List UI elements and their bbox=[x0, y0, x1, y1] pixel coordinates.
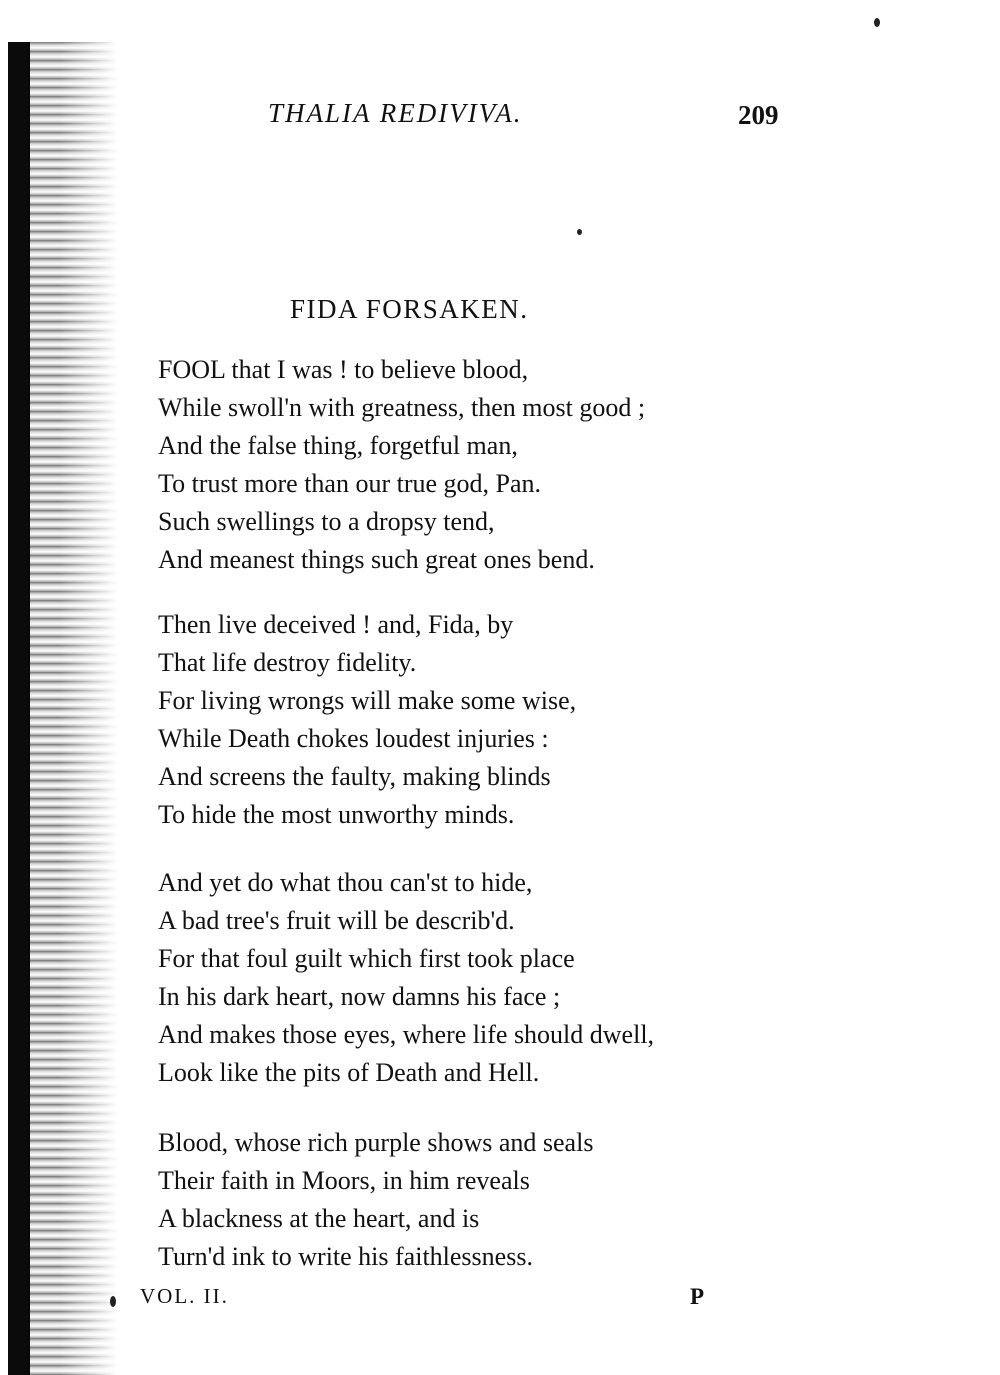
verse-line: To hide the most unworthy minds. bbox=[158, 800, 515, 829]
verse-line: Such swellings to a dropsy tend, bbox=[158, 507, 495, 536]
verse-line: And screens the faulty, making blinds bbox=[158, 762, 551, 791]
stanza bbox=[158, 864, 654, 1092]
verse-line: In his dark heart, now damns his face ; bbox=[158, 982, 561, 1011]
page-number: 209 bbox=[738, 100, 779, 130]
verse-line: To trust more than our true god, Pan. bbox=[158, 469, 542, 498]
running-header-title: THALIA REDIVIVA. bbox=[268, 98, 523, 128]
volume-signature: VOL. II. bbox=[140, 1284, 229, 1308]
verse-line: A blackness at the heart, and is bbox=[158, 1204, 480, 1233]
print-speck bbox=[110, 1296, 116, 1307]
verse-line: Blood, whose rich purple shows and seals bbox=[158, 1128, 594, 1157]
verse-line: For living wrongs will make some wise, bbox=[158, 686, 577, 715]
verse-line: And yet do what thou can'st to hide, bbox=[158, 868, 533, 897]
verse-line: Look like the pits of Death and Hell. bbox=[158, 1058, 540, 1087]
verse-line: FOOL that I was ! to believe blood, bbox=[158, 355, 529, 384]
verse-line: A bad tree's fruit will be describ'd. bbox=[158, 906, 515, 935]
print-speck bbox=[577, 229, 582, 235]
page-binding-edge bbox=[8, 42, 30, 1375]
verse-line: While swoll'n with greatness, then most good ; bbox=[158, 393, 646, 422]
poem-title: FIDA FORSAKEN. bbox=[290, 294, 529, 324]
verse-line: And meanest things such great ones bend. bbox=[158, 545, 595, 574]
stanza bbox=[158, 1124, 593, 1276]
verse-line: Then live deceived ! and, Fida, by bbox=[158, 610, 514, 639]
stanza bbox=[158, 351, 645, 579]
verse-line: For that foul guilt which first took place bbox=[158, 944, 575, 973]
verse-line: And the false thing, forgetful man, bbox=[158, 431, 518, 460]
verse-line: Their faith in Moors, in him reveals bbox=[158, 1166, 530, 1195]
verse-line: Turn'd ink to write his faithlessness. bbox=[158, 1242, 533, 1271]
verse-line: While Death chokes loudest injuries : bbox=[158, 724, 549, 753]
print-speck bbox=[874, 18, 880, 27]
verse-line: That life destroy fidelity. bbox=[158, 648, 417, 677]
verse-line: And makes those eyes, where life should dwell, bbox=[158, 1020, 655, 1049]
signature-mark: P bbox=[690, 1284, 705, 1309]
stanza bbox=[158, 606, 576, 834]
